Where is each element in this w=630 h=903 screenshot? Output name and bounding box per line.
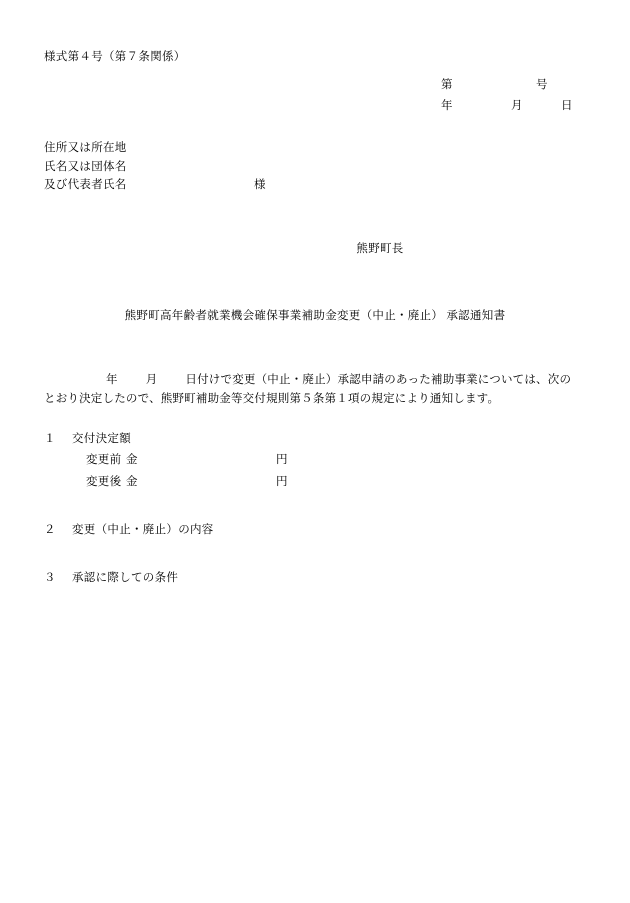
section-1-number: １	[44, 432, 56, 445]
addressee-line-representative	[44, 176, 586, 194]
section-1-heading	[44, 430, 586, 448]
issuer-name: 熊野町長	[356, 243, 404, 256]
body-continued-text: とおり決定したので、熊野町補助金等交付規則第５条第１項の規定により通知します。	[44, 392, 500, 405]
body-date-month: 月	[145, 374, 158, 387]
date-month-label: 月	[511, 99, 523, 112]
form-number: 様式第４号（第７条関係）	[44, 51, 186, 63]
row-after-unit: 円	[276, 475, 288, 488]
section-1-title: 交付決定額	[72, 432, 131, 445]
addressee-line-name: 氏名又は団体名	[44, 160, 127, 173]
body-date-day-text: 日付けで変更（中止・廃止）承認申請のあった補助事業については、次の	[185, 374, 572, 387]
addressee-representative-label: 及び代表者氏名	[44, 178, 127, 191]
section-1-row-before	[44, 451, 586, 469]
row-before-unit: 円	[276, 454, 288, 467]
section-2-title: 変更（中止・廃止）の内容	[72, 524, 214, 537]
document-title: 熊野町高年齢者就業機会確保事業補助金変更（中止・廃止） 承認通知書	[124, 309, 506, 322]
row-after-kin: 金	[126, 475, 138, 488]
section-3-heading	[44, 569, 586, 587]
document-number-suffix: 号	[536, 79, 548, 92]
section-3-title: 承認に際しての条件	[72, 572, 179, 585]
section-2	[44, 521, 586, 539]
addressee-block	[44, 139, 586, 194]
section-1	[44, 430, 586, 491]
addressee-honorific: 様	[254, 178, 266, 191]
document-number-row	[44, 76, 586, 94]
date-year-label: 年	[441, 99, 453, 112]
body-date-year: 年	[106, 374, 118, 387]
document-date-row	[44, 97, 586, 115]
row-before-kin: 金	[126, 454, 138, 467]
document-number-label: 第	[441, 79, 453, 92]
row-before-label: 変更前	[86, 454, 122, 467]
date-day-label: 日	[561, 99, 573, 112]
section-3-number: ３	[44, 572, 56, 585]
body-paragraph	[44, 371, 586, 408]
row-after-label: 変更後	[86, 475, 122, 488]
section-3	[44, 569, 586, 587]
addressee-line-address: 住所又は所在地	[44, 142, 127, 155]
section-1-row-after	[44, 473, 586, 491]
section-2-heading	[44, 521, 586, 539]
section-2-number: ２	[44, 524, 56, 537]
